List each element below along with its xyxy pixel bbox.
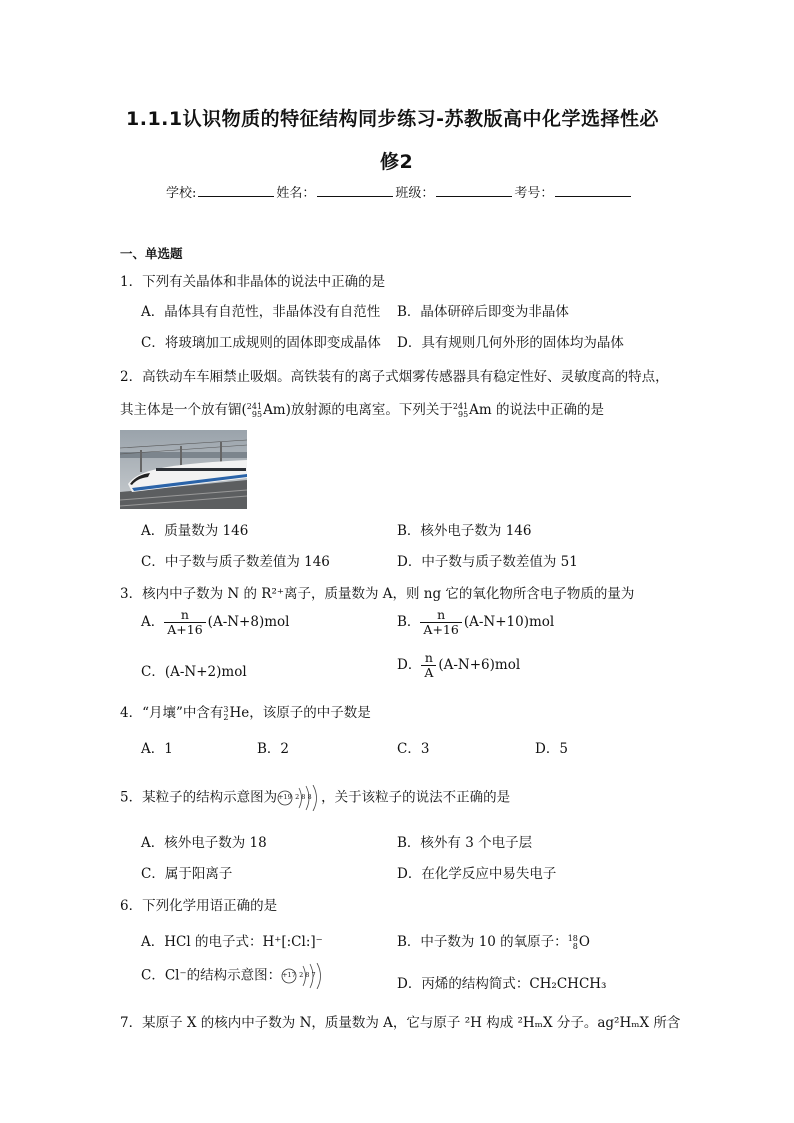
q2-stem-line2: 其主体是一个放有镅( 241 95 Am)放射源的电离室。下列关于 241 95 Am 的说法中正确的是 — [120, 401, 605, 419]
hcl-electron-formula: H⁺[:Cl:]⁻ — [262, 934, 323, 950]
q3-option-c[interactable]: C．(A-N+2)mol — [141, 664, 247, 680]
page-title-line1: 1.1.1认识物质的特征结构同步练习-苏教版高中化学选择性必 — [126, 108, 659, 130]
q3-option-b[interactable]: B． $\frac{n}{A+16}$ (A-N+10)mol — [397, 607, 555, 637]
school-blank[interactable] — [198, 184, 274, 197]
page-title-line2: 修2 — [380, 151, 414, 173]
q6-option-a[interactable]: A．HCl 的电子式：H⁺[:Cl:]⁻ — [141, 934, 323, 950]
exam-label: 考号： — [514, 186, 554, 201]
q5-option-b[interactable]: B．核外有 3 个电子层 — [397, 835, 533, 851]
exam-blank[interactable] — [555, 184, 631, 197]
q3-option-a[interactable]: A． $\frac{n}{A+16}$ (A-N+8)mol — [141, 607, 290, 637]
q6-option-d[interactable]: D．丙烯的结构简式：CH₂CHCH₃ — [397, 976, 607, 992]
atom-diagram-cl-ion: +17 2 8 7 — [281, 963, 325, 989]
atom-diagram-k-ion: +19 2 8 8 — [277, 785, 321, 811]
q2-option-c[interactable]: C．中子数与质子数差值为 146 — [141, 554, 330, 570]
q7-stem: 7．某原子 X 的核内中子数为 N，质量数为 A，它与原子 ²H 构成 ²HₘX 分子。ag²HₘX 所含 — [120, 1015, 681, 1031]
q3-option-d[interactable]: D． $\frac{n}{A}$ (A-N+6)mol — [397, 650, 521, 680]
q1-option-a[interactable]: A．晶体具有自范性，非晶体没有自范性 — [141, 304, 381, 320]
class-blank[interactable] — [436, 184, 512, 197]
q4-option-d[interactable]: D．5 — [535, 741, 568, 757]
q1-option-c[interactable]: C．将玻璃加工成规则的固体即变成晶体 — [141, 335, 381, 351]
info-fields — [166, 182, 633, 201]
q5-stem: 5．某粒子的结构示意图为 +19 2 8 8 ，关于该粒子的说法不正确的是 — [120, 785, 510, 811]
q4-stem: 4．“月壤”中含有 3 2 He，该原子的中子数是 — [120, 704, 371, 722]
q4-option-b[interactable]: B．2 — [257, 741, 290, 757]
section-heading: 一、单选题 — [120, 246, 183, 261]
q5-option-d[interactable]: D．在化学反应中易失电子 — [397, 866, 557, 882]
q3-stem: 3．核内中子数为 N 的 R²⁺离子，质量数为 A，则 ng 它的氧化物所含电子物质的量为 — [120, 586, 635, 602]
q6-stem: 6．下列化学用语正确的是 — [120, 898, 278, 914]
q2-option-d[interactable]: D．中子数与质子数差值为 51 — [397, 554, 578, 570]
q1-option-b[interactable]: B．晶体研碎后即变为非晶体 — [397, 304, 569, 320]
q4-option-a[interactable]: A．1 — [141, 741, 173, 757]
name-label: 姓名： — [276, 186, 316, 201]
q2-option-b[interactable]: B．核外电子数为 146 — [397, 523, 532, 539]
q6-option-b[interactable]: B．中子数为 10 的氧原子： 18 8 O — [397, 933, 590, 951]
high-speed-train-image — [120, 430, 247, 509]
class-label: 班级： — [395, 186, 435, 201]
name-blank[interactable] — [317, 184, 393, 197]
q5-option-a[interactable]: A．核外电子数为 18 — [141, 835, 267, 851]
school-label: 学校: — [166, 186, 197, 201]
q5-option-c[interactable]: C．属于阳离子 — [141, 866, 233, 882]
q1-stem: 1．下列有关晶体和非晶体的说法中正确的是 — [120, 274, 386, 290]
q4-option-c[interactable]: C．3 — [397, 741, 430, 757]
q1-option-d[interactable]: D．具有规则几何外形的固体均为晶体 — [397, 335, 624, 351]
q2-stem-line1: 2．高铁动车车厢禁止吸烟。高铁装有的离子式烟雾传感器具有稳定性好、灵敏度高的特点， — [120, 369, 669, 385]
q6-option-c[interactable]: C．Cl⁻的结构示意图： +17 2 8 7 — [141, 963, 325, 989]
q2-option-a[interactable]: A．质量数为 146 — [141, 523, 249, 539]
